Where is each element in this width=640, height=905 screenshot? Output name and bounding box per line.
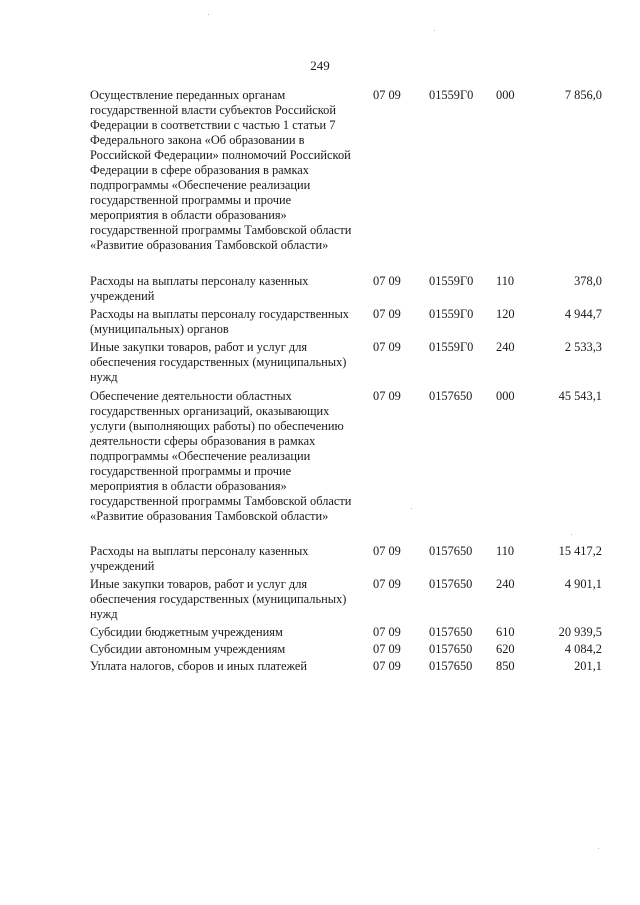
amount: 20 939,5 bbox=[558, 625, 602, 639]
row-description: Субсидии автономным учреждениям bbox=[90, 642, 286, 656]
target-article-code: 0157650 bbox=[429, 577, 473, 591]
budget-table bbox=[90, 88, 602, 676]
target-article-code: 0157650 bbox=[429, 625, 473, 639]
section-code: 07 09 bbox=[373, 389, 401, 403]
expense-type-code: 850 bbox=[496, 659, 515, 673]
section-code: 07 09 bbox=[373, 544, 401, 558]
expense-type-code: 000 bbox=[496, 389, 515, 403]
row-description: Иные закупки товаров, работ и услуг для обеспечения государственных (муниципальных) нужд bbox=[90, 577, 347, 621]
target-article-code: 01559Г0 bbox=[429, 88, 474, 102]
table-row bbox=[90, 274, 602, 307]
expense-type-code: 610 bbox=[496, 625, 515, 639]
expense-type-code: 240 bbox=[496, 577, 515, 591]
target-article-code: 0157650 bbox=[429, 642, 473, 656]
target-article-code: 01559Г0 bbox=[429, 307, 474, 321]
scan-speck bbox=[208, 14, 209, 15]
section-code: 07 09 bbox=[373, 577, 401, 591]
table-row bbox=[90, 544, 602, 577]
table-row bbox=[90, 577, 602, 625]
amount: 4 084,2 bbox=[564, 642, 602, 656]
row-description: Осуществление переданных органам государственной власти субъектов Российской Федерации в соответствии с частью 1 статьи 7 Федерального закона «Об образовании в Российской Федерации» полномочий Российской Федерации в сфере образования в рамках подпрограммы «Обеспечение реализации государственной программы и прочие мероприятия в области образования» государственной программы Тамбовской области «Развитие образования Тамбовской области» bbox=[90, 88, 352, 252]
amount: 4 901,1 bbox=[564, 577, 602, 591]
section-code: 07 09 bbox=[373, 274, 401, 288]
table-row bbox=[90, 642, 602, 659]
expense-type-code: 110 bbox=[496, 274, 515, 288]
amount: 201,1 bbox=[574, 659, 602, 673]
table-row bbox=[90, 340, 602, 389]
row-description: Уплата налогов, сборов и иных платежей bbox=[90, 659, 308, 673]
expense-type-code: 240 bbox=[496, 340, 515, 354]
section-code: 07 09 bbox=[373, 625, 401, 639]
section-code: 07 09 bbox=[373, 340, 401, 354]
row-description: Иные закупки товаров, работ и услуг для обеспечения государственных (муниципальных) нужд bbox=[90, 340, 347, 384]
scan-speck bbox=[571, 534, 572, 535]
section-code: 07 09 bbox=[373, 307, 401, 321]
page-number: 249 bbox=[310, 58, 330, 73]
expense-type-code: 110 bbox=[496, 544, 515, 558]
expense-type-code: 620 bbox=[496, 642, 515, 656]
expense-type-code: 120 bbox=[496, 307, 515, 321]
amount: 2 533,3 bbox=[564, 340, 602, 354]
scan-speck bbox=[434, 30, 435, 31]
target-article-code: 0157650 bbox=[429, 544, 473, 558]
target-article-code: 01559Г0 bbox=[429, 274, 474, 288]
scan-speck bbox=[598, 848, 599, 849]
row-description: Субсидии бюджетным учреждениям bbox=[90, 625, 283, 639]
row-description: Расходы на выплаты персоналу государственных (муниципальных) органов bbox=[90, 307, 349, 336]
amount: 7 856,0 bbox=[564, 88, 602, 102]
row-description: Расходы на выплаты персоналу казенных учреждений bbox=[90, 274, 309, 303]
row-description: Расходы на выплаты персоналу казенных учреждений bbox=[90, 544, 309, 573]
expense-type-code: 000 bbox=[496, 88, 515, 102]
target-article-code: 0157650 bbox=[429, 659, 473, 673]
amount: 4 944,7 bbox=[564, 307, 602, 321]
table-row bbox=[90, 625, 602, 642]
table-row bbox=[90, 389, 602, 544]
table-row bbox=[90, 307, 602, 340]
scan-speck bbox=[411, 508, 412, 509]
amount: 45 543,1 bbox=[558, 389, 602, 403]
target-article-code: 01559Г0 bbox=[429, 340, 474, 354]
section-code: 07 09 bbox=[373, 642, 401, 656]
amount: 378,0 bbox=[574, 274, 602, 288]
table-row bbox=[90, 659, 602, 676]
table-row bbox=[90, 88, 602, 274]
row-description: Обеспечение деятельности областных государственных организаций, оказывающих услуги (выполняющих работы) по обеспечению деятельности сферы образования в рамках подпрограммы «Обеспечение реализации государственной программы и прочие мероприятия в области образования» государственной программы Тамбовской области «Развитие образования Тамбовской области» bbox=[90, 389, 352, 523]
section-code: 07 09 bbox=[373, 659, 401, 673]
amount: 15 417,2 bbox=[558, 544, 602, 558]
section-code: 07 09 bbox=[373, 88, 401, 102]
target-article-code: 0157650 bbox=[429, 389, 473, 403]
